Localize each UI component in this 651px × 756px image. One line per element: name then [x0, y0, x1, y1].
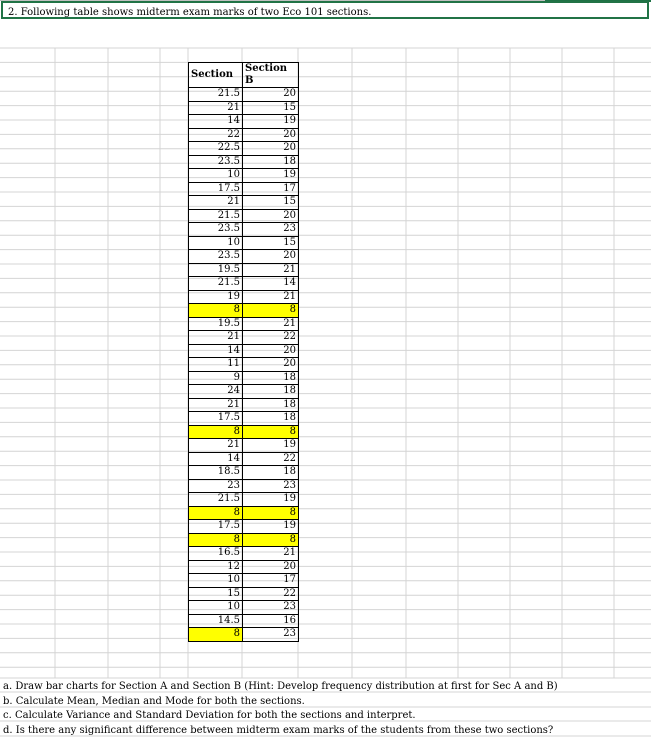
cell-section-b[interactable]: 19	[243, 115, 299, 129]
cell-section-b[interactable]: 15	[243, 236, 299, 250]
cell-section-a[interactable]: 24	[189, 385, 243, 399]
cell-section-b[interactable]: 18	[243, 398, 299, 412]
cell-section-a[interactable]: 21.5	[189, 493, 243, 507]
table-row	[189, 128, 299, 142]
cell-section-a[interactable]: 14	[189, 115, 243, 129]
cell-section-a[interactable]: 19	[189, 290, 243, 304]
cell-section-b[interactable]: 19	[243, 439, 299, 453]
table-row	[189, 142, 299, 156]
table-row	[189, 425, 299, 439]
cell-section-a[interactable]: 8	[189, 425, 243, 439]
note-line: a. Draw bar charts for Section A and Section B (Hint: Develop frequency distribution at first for Sec A and B)	[3, 681, 558, 692]
cell-section-a[interactable]: 16.5	[189, 547, 243, 561]
table-row	[189, 506, 299, 520]
cell-section-b[interactable]: 20	[243, 209, 299, 223]
table-row	[189, 628, 299, 642]
cell-section-a[interactable]: 11	[189, 358, 243, 372]
table-row	[189, 88, 299, 102]
cell-section-b[interactable]: 21	[243, 263, 299, 277]
cell-section-b[interactable]: 21	[243, 290, 299, 304]
table-row	[189, 277, 299, 291]
cell-section-a[interactable]: 22.5	[189, 142, 243, 156]
cell-section-b[interactable]: 22	[243, 331, 299, 345]
cell-section-b[interactable]: 17	[243, 574, 299, 588]
table-row	[189, 574, 299, 588]
table-row	[189, 331, 299, 345]
cell-section-a[interactable]: 10	[189, 169, 243, 183]
cell-section-b[interactable]: 14	[243, 277, 299, 291]
table-row	[189, 182, 299, 196]
cell-section-b[interactable]: 23	[243, 223, 299, 237]
cell-section-a[interactable]: 21	[189, 398, 243, 412]
cell-section-b[interactable]: 18	[243, 385, 299, 399]
cell-section-a[interactable]: 15	[189, 587, 243, 601]
cell-section-a[interactable]: 21.5	[189, 209, 243, 223]
table-row	[189, 169, 299, 183]
question-title: 2. Following table shows midterm exam marks of two Eco 101 sections.	[8, 7, 372, 18]
cell-section-a[interactable]: 21	[189, 331, 243, 345]
table-row	[189, 317, 299, 331]
cell-section-b[interactable]: 8	[243, 425, 299, 439]
cell-section-a[interactable]: 8	[189, 304, 243, 318]
cell-section-b[interactable]: 20	[243, 358, 299, 372]
cell-section-a[interactable]: 17.5	[189, 182, 243, 196]
cell-section-b[interactable]: 18	[243, 371, 299, 385]
cell-section-b[interactable]: 22	[243, 587, 299, 601]
table-row	[189, 614, 299, 628]
table-row	[189, 560, 299, 574]
cell-section-a[interactable]: 12	[189, 560, 243, 574]
cell-section-a[interactable]: 8	[189, 506, 243, 520]
cell-section-a[interactable]: 21.5	[189, 88, 243, 102]
cell-section-b[interactable]: 19	[243, 493, 299, 507]
table-row	[189, 358, 299, 372]
table-row	[189, 263, 299, 277]
cell-section-b[interactable]: 20	[243, 250, 299, 264]
table-body	[189, 88, 299, 642]
cell-section-b[interactable]: 23	[243, 479, 299, 493]
table-row	[189, 115, 299, 129]
cell-section-a[interactable]: 19.5	[189, 317, 243, 331]
cell-section-b[interactable]: 16	[243, 614, 299, 628]
cell-section-a[interactable]: 21	[189, 196, 243, 210]
table-row	[189, 520, 299, 534]
cell-section-a[interactable]: 21.5	[189, 277, 243, 291]
cell-section-b[interactable]: 15	[243, 101, 299, 115]
cell-section-b[interactable]: 18	[243, 466, 299, 480]
cell-section-b[interactable]: 17	[243, 182, 299, 196]
table-row	[189, 439, 299, 453]
cell-section-a[interactable]: 14.5	[189, 614, 243, 628]
cell-section-a[interactable]: 10	[189, 574, 243, 588]
cell-section-b[interactable]: 23	[243, 601, 299, 615]
cell-section-a[interactable]: 10	[189, 601, 243, 615]
selected-cell-title[interactable]	[1, 1, 649, 19]
cell-section-b[interactable]: 15	[243, 196, 299, 210]
cell-section-a[interactable]: 19.5	[189, 263, 243, 277]
table-row	[189, 547, 299, 561]
table-row	[189, 290, 299, 304]
table-row	[189, 398, 299, 412]
table-row	[189, 223, 299, 237]
cell-section-a[interactable]: 23	[189, 479, 243, 493]
cell-section-b[interactable]: 20	[243, 560, 299, 574]
cell-section-b[interactable]: 18	[243, 412, 299, 426]
cell-section-b[interactable]: 21	[243, 317, 299, 331]
cell-section-b[interactable]: 20	[243, 344, 299, 358]
cell-section-a[interactable]: 21	[189, 439, 243, 453]
header-section-a[interactable]: Section	[189, 63, 243, 88]
note-line: d. Is there any significant difference between midterm exam marks of the students from these two sections?	[3, 725, 554, 736]
cell-section-b[interactable]: 20	[243, 128, 299, 142]
cell-section-b[interactable]: 8	[243, 506, 299, 520]
cell-section-b[interactable]: 8	[243, 304, 299, 318]
table-row	[189, 196, 299, 210]
cell-section-a[interactable]: 14	[189, 344, 243, 358]
note-line: c. Calculate Variance and Standard Deviation for both the sections and interpret.	[3, 710, 416, 721]
cell-section-a[interactable]: 14	[189, 452, 243, 466]
table-row	[189, 344, 299, 358]
table-row	[189, 479, 299, 493]
table-row	[189, 493, 299, 507]
table-row	[189, 209, 299, 223]
cell-section-a[interactable]: 8	[189, 628, 243, 642]
marks-table	[188, 62, 299, 642]
cell-section-a[interactable]: 17.5	[189, 520, 243, 534]
table-row	[189, 466, 299, 480]
cell-section-b[interactable]: 19	[243, 520, 299, 534]
cell-section-a[interactable]: 23.5	[189, 223, 243, 237]
table-row	[189, 385, 299, 399]
cell-section-a[interactable]: 18.5	[189, 466, 243, 480]
table-row	[189, 412, 299, 426]
cell-section-a[interactable]: 22	[189, 128, 243, 142]
cell-section-a[interactable]: 21	[189, 101, 243, 115]
header-section-b[interactable]: Section B	[243, 63, 299, 88]
cell-section-a[interactable]: 23.5	[189, 250, 243, 264]
table-row	[189, 304, 299, 318]
table-row	[189, 250, 299, 264]
cell-section-b[interactable]: 20	[243, 88, 299, 102]
cell-section-a[interactable]: 9	[189, 371, 243, 385]
cell-section-a[interactable]: 8	[189, 533, 243, 547]
cell-section-a[interactable]: 17.5	[189, 412, 243, 426]
cell-section-a[interactable]: 23.5	[189, 155, 243, 169]
cell-section-b[interactable]: 22	[243, 452, 299, 466]
cell-section-b[interactable]: 19	[243, 169, 299, 183]
table-row	[189, 601, 299, 615]
table-row	[189, 371, 299, 385]
cell-section-b[interactable]: 20	[243, 142, 299, 156]
cell-section-b[interactable]: 23	[243, 628, 299, 642]
table-header-row	[189, 63, 299, 88]
cell-section-a[interactable]: 10	[189, 236, 243, 250]
table-row	[189, 533, 299, 547]
cell-section-b[interactable]: 21	[243, 547, 299, 561]
table-row	[189, 452, 299, 466]
table-row	[189, 155, 299, 169]
cell-section-b[interactable]: 8	[243, 533, 299, 547]
note-line: b. Calculate Mean, Median and Mode for both the sections.	[3, 696, 305, 707]
table-row	[189, 587, 299, 601]
cell-section-b[interactable]: 18	[243, 155, 299, 169]
table-row	[189, 101, 299, 115]
table-row	[189, 236, 299, 250]
